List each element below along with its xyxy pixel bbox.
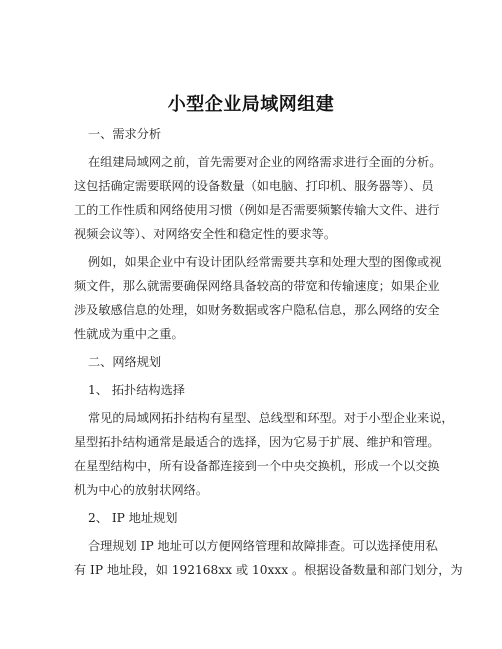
paragraph-line: 在星型结构中，所有设备都连接到一个中央交换机，形成一个以交换 [74, 459, 440, 473]
paragraph-line: 例如，如果企业中有设计团队经常需要共享和处理大型的图像或视 [88, 255, 442, 269]
paragraph-line: 这包括确定需要联网的设备数量（如电脑、打印机、服务器等）、员 [74, 179, 434, 193]
subheading-topology: 1、 拓扑结构选择 [88, 383, 185, 397]
paragraph-line: 机为中心的放射状网络。 [74, 483, 209, 497]
subheading-ip-planning: 2、 IP 地址规划 [88, 511, 178, 525]
document-title: 小型企业局域网组建 [167, 94, 335, 115]
paragraph-line: 性就成为重中之重。 [74, 327, 184, 341]
paragraph-line: 在组建局域网之前，首先需要对企业的网络需求进行全面的分析。 [88, 155, 442, 169]
heading-network-planning: 二、网络规划 [88, 355, 162, 369]
paragraph-line: 合理规划 IP 地址可以方便网络管理和故障排查。可以选择使用私 [88, 539, 438, 553]
heading-requirements: 一、需求分析 [88, 127, 162, 141]
paragraph-line: 工的工作性质和网络使用习惯（例如是否需要频繁传输大文件、进行 [74, 203, 440, 217]
paragraph-line: 常见的局域网拓扑结构有星型、总线型和环型。对于小型企业来说， [88, 411, 454, 425]
paragraph-line: 星型拓扑结构通常是最适合的选择，因为它易于扩展、维护和管理。 [74, 435, 440, 449]
paragraph-line: 涉及敏感信息的处理，如财务数据或客户隐私信息，那么网络的安全 [74, 303, 440, 317]
paragraph-line: 有 IP 地址段，如 192168xx 或 10xxx 。根据设备数量和部门划分，为 [74, 563, 463, 577]
paragraph-line: 频文件，那么就需要确保网络具备较高的带宽和传输速度；如果企业 [74, 279, 440, 293]
paragraph-line: 视频会议等）、对网络安全性和稳定性的要求等。 [74, 227, 337, 241]
